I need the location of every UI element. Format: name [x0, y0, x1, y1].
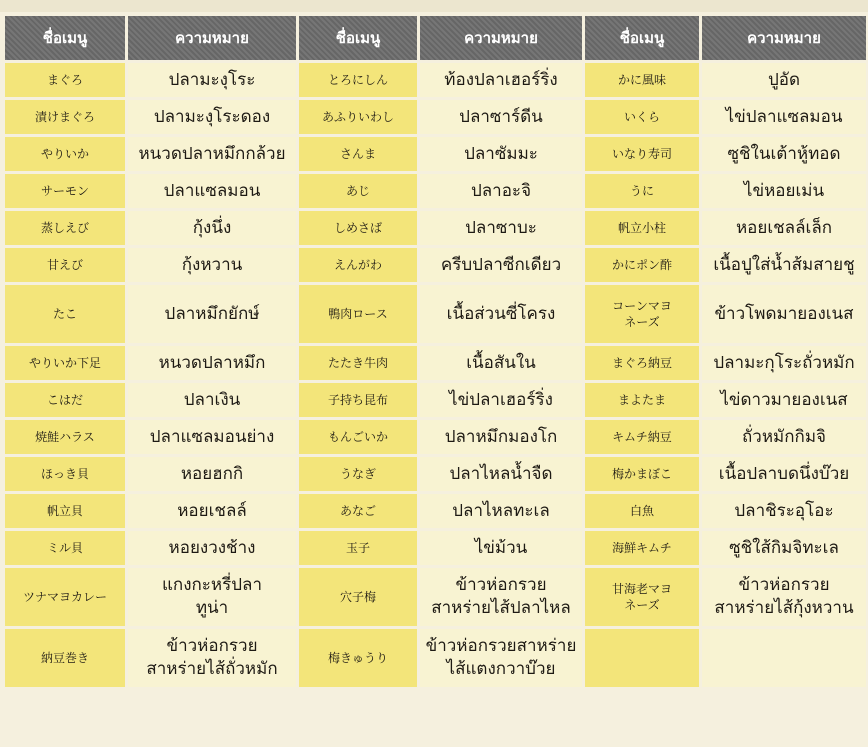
cell-text-line: ปลาซาร์ดีน	[459, 106, 543, 127]
cell-text-line: ทูน่า	[195, 598, 229, 618]
meaning-cell	[702, 248, 866, 282]
meaning-cell	[420, 137, 582, 171]
cell-text-line: 甘えび	[46, 257, 83, 272]
cell-text-line: キムチ納豆	[612, 429, 672, 444]
cell-text-line: ツナマヨカレー	[22, 589, 107, 604]
header-row	[5, 16, 866, 60]
meaning-cell	[420, 100, 582, 134]
cell-text-line: うなぎ	[339, 466, 376, 481]
cell-text-line: ミル貝	[46, 540, 83, 555]
cell-text-line: 梅かまぼこ	[611, 466, 672, 481]
menu-name-cell	[585, 531, 699, 565]
menu-name-cell	[299, 457, 417, 491]
table-row	[5, 457, 866, 491]
cell-text-line: แกงกะหรี่ปลา	[161, 575, 263, 596]
meaning-cell	[702, 137, 866, 171]
column-header-menu-name: ชื่อเมนู	[299, 16, 417, 60]
cell-text-line: ไส้แตงกวาบ๊วย	[446, 659, 556, 679]
column-header-menu-name: ชื่อเมนู	[5, 16, 125, 60]
cell-text-line: たこ	[52, 306, 77, 321]
sushi-menu-table	[2, 13, 868, 690]
cell-text-line: ปลาแซลมอนย่าง	[149, 426, 275, 447]
table-row	[5, 494, 866, 528]
menu-name-cell	[585, 568, 699, 626]
menu-name-cell	[5, 629, 125, 687]
cell-text-line: いくら	[623, 109, 660, 124]
table-row	[5, 100, 866, 134]
menu-name-cell	[5, 494, 125, 528]
cell-text-line: กุ้งหวาน	[181, 254, 243, 275]
menu-name-cell	[5, 174, 125, 208]
cell-text-line: ครีบปลาซีกเดียว	[440, 254, 562, 275]
cell-text-line: 焼鮭ハラス	[35, 429, 95, 444]
cell-text-line: เนื้อสันใน	[466, 352, 536, 373]
cell-text-line: ข้าวห่อกรวยสาหร่าย	[425, 636, 577, 657]
cell-text-line: เนื้อปลาบดนึ่งบ๊วย	[718, 463, 850, 484]
menu-name-cell	[585, 629, 699, 687]
menu-name-cell	[585, 211, 699, 245]
cell-text-line: 白魚	[629, 503, 654, 518]
meaning-cell	[128, 568, 296, 626]
cell-text-line: 納豆巻き	[40, 650, 89, 665]
menu-name-cell	[585, 346, 699, 380]
menu-name-cell	[299, 494, 417, 528]
cell-text-line: 鴨肉ロース	[328, 306, 388, 321]
menu-name-cell	[585, 285, 699, 343]
menu-name-cell	[585, 457, 699, 491]
cell-text-line: ปลาไหลทะเล	[452, 500, 550, 521]
menu-name-cell	[585, 383, 699, 417]
table-row	[5, 383, 866, 417]
meaning-cell	[128, 629, 296, 687]
meaning-cell	[420, 174, 582, 208]
menu-name-cell	[299, 629, 417, 687]
table-row	[5, 346, 866, 380]
cell-text-line: やりいか下足	[28, 355, 101, 370]
meaning-cell	[128, 248, 296, 282]
meaning-cell	[128, 420, 296, 454]
cell-text-line: ข้าวห่อกรวย	[166, 636, 258, 657]
cell-text-line: ปลามะงุโระ	[168, 69, 256, 90]
cell-text-line: しめさば	[333, 220, 382, 235]
menu-name-cell	[5, 457, 125, 491]
cell-text-line: ไข่ม้วน	[474, 537, 528, 558]
menu-name-cell	[5, 63, 125, 97]
meaning-cell	[128, 285, 296, 343]
cell-text-line: ไข่ปลาแซลมอน	[725, 106, 843, 127]
cell-text-line: ปลาเงิน	[183, 389, 241, 410]
cell-text-line: あふりいわし	[321, 109, 394, 124]
meaning-cell	[702, 285, 866, 343]
column-header-meaning: ความหมาย	[128, 16, 296, 60]
menu-name-cell	[299, 174, 417, 208]
meaning-cell	[702, 63, 866, 97]
cell-text-line: 梅きゅうり	[327, 650, 388, 665]
menu-name-cell	[299, 137, 417, 171]
cell-text-line: かに風味	[617, 72, 666, 87]
meaning-cell	[420, 531, 582, 565]
cell-text-line: ネーズ	[624, 598, 660, 612]
cell-text-line: あじ	[345, 183, 370, 198]
menu-name-cell	[299, 100, 417, 134]
cell-text-line: もんごいか	[327, 429, 388, 444]
cell-text-line: ปูอัด	[767, 69, 801, 90]
menu-name-cell	[299, 63, 417, 97]
meaning-cell	[420, 420, 582, 454]
table-row	[5, 629, 866, 687]
cell-text-line: ปลาซาบะ	[465, 217, 537, 238]
cell-text-line: ปลาหมึกยักษ์	[164, 303, 260, 324]
cell-text-line: เนื้อปูใส่น้ำส้มสายชู	[713, 254, 855, 275]
cell-text-line: やりいか	[40, 146, 89, 161]
meaning-cell	[420, 346, 582, 380]
page-top-edge	[0, 0, 868, 12]
cell-text-line: สาหร่ายไส้ถั่วหมัก	[146, 659, 278, 679]
meaning-cell	[128, 383, 296, 417]
menu-name-cell	[5, 420, 125, 454]
meaning-cell	[128, 346, 296, 380]
cell-text-line: とろにしん	[327, 72, 388, 87]
menu-name-cell	[5, 568, 125, 626]
cell-text-line: いなり寿司	[611, 146, 672, 161]
menu-name-cell	[299, 285, 417, 343]
meaning-cell	[702, 100, 866, 134]
cell-text-line: หอยเชลล์	[177, 500, 247, 521]
meaning-cell	[128, 457, 296, 491]
cell-text-line: ข้าวโพดมายองเนส	[714, 303, 854, 324]
cell-text-line: 海鮮キムチ	[612, 540, 672, 555]
meaning-cell	[128, 63, 296, 97]
cell-text-line: あなご	[339, 503, 376, 518]
cell-text-line: ไข่หอยเม่น	[743, 180, 825, 201]
cell-text-line: ปลามะกุโระถั่วหมัก	[713, 352, 855, 373]
menu-name-cell	[5, 531, 125, 565]
cell-text-line: コーンマヨ	[612, 298, 672, 313]
cell-text-line: หนวดปลาหมึกกล้วย	[138, 143, 286, 164]
table-row	[5, 137, 866, 171]
table-row	[5, 531, 866, 565]
cell-text-line: ไข่ดาวมายองเนส	[720, 389, 848, 410]
menu-name-cell	[585, 248, 699, 282]
cell-text-line: หอยงวงช้าง	[168, 537, 256, 558]
meaning-cell	[420, 494, 582, 528]
cell-text-line: ถั่วหมักกิมจิ	[741, 426, 826, 447]
cell-text-line: 甘海老マヨ	[611, 581, 672, 596]
menu-name-cell	[5, 211, 125, 245]
cell-text-line: まぐろ	[46, 72, 83, 87]
cell-text-line: สาหร่ายไส้กุ้งหวาน	[714, 598, 854, 618]
menu-name-cell	[585, 137, 699, 171]
cell-text-line: หอยฮกกิ	[180, 463, 244, 484]
meaning-cell	[702, 346, 866, 380]
meaning-cell	[420, 248, 582, 282]
cell-text-line: こはだ	[46, 392, 83, 407]
menu-name-cell	[585, 420, 699, 454]
cell-text-line: เนื้อส่วนซี่โครง	[446, 303, 556, 324]
cell-text-line: หนวดปลาหมึก	[158, 352, 266, 373]
table-row	[5, 285, 866, 343]
cell-text-line: えんがわ	[333, 257, 382, 272]
menu-name-cell	[5, 100, 125, 134]
cell-text-line: 帆立貝	[46, 503, 83, 518]
meaning-cell	[420, 568, 582, 626]
cell-text-line: ท้องปลาเฮอร์ริ่ง	[444, 69, 558, 90]
table-row	[5, 63, 866, 97]
menu-name-cell	[585, 100, 699, 134]
table-row	[5, 568, 866, 626]
cell-text-line: ปลาอะจิ	[470, 180, 532, 201]
meaning-cell	[702, 494, 866, 528]
table-body	[5, 63, 866, 687]
cell-text-line: 穴子梅	[339, 589, 376, 604]
table-row	[5, 211, 866, 245]
menu-name-cell	[5, 346, 125, 380]
meaning-cell	[420, 629, 582, 687]
cell-text-line: ほっき貝	[40, 466, 89, 481]
column-header-menu-name: ชื่อเมนู	[585, 16, 699, 60]
meaning-cell	[702, 174, 866, 208]
meaning-cell	[420, 457, 582, 491]
meaning-cell	[702, 457, 866, 491]
cell-text-line: かにポン酢	[611, 257, 672, 272]
cell-text-line: ไข่ปลาเฮอร์ริ่ง	[449, 389, 553, 410]
cell-text-line: หอยเชลล์เล็ก	[735, 217, 833, 238]
table-row	[5, 420, 866, 454]
meaning-cell	[128, 211, 296, 245]
cell-text-line: 蒸しえび	[40, 220, 89, 235]
meaning-cell	[702, 531, 866, 565]
table-row	[5, 174, 866, 208]
menu-name-cell	[5, 137, 125, 171]
cell-text-line: 子持ち昆布	[327, 392, 388, 407]
cell-text-line: まよたま	[617, 392, 666, 407]
table-row	[5, 248, 866, 282]
meaning-cell	[702, 383, 866, 417]
cell-text-line: 漬けまぐろ	[34, 109, 95, 124]
menu-name-cell	[299, 211, 417, 245]
menu-name-cell	[5, 285, 125, 343]
menu-name-cell	[5, 248, 125, 282]
cell-text-line: ข้าวห่อกรวย	[738, 575, 830, 596]
cell-text-line: ปลาชิระอุโอะ	[734, 500, 834, 521]
cell-text-line: 玉子	[345, 540, 370, 555]
meaning-cell	[420, 383, 582, 417]
cell-text-line: ปลาหมึกมองโก	[444, 426, 558, 447]
menu-name-cell	[299, 531, 417, 565]
cell-text-line: うに	[629, 183, 654, 198]
menu-name-cell	[585, 494, 699, 528]
meaning-cell	[128, 137, 296, 171]
cell-text-line: まぐろ納豆	[611, 355, 672, 370]
cell-text-line: 帆立小柱	[617, 220, 666, 235]
cell-text-line: ปลาแซลมอน	[163, 180, 261, 201]
meaning-cell	[702, 629, 866, 687]
meaning-cell	[128, 100, 296, 134]
cell-text-line: ปลาซัมมะ	[464, 143, 538, 164]
menu-name-cell	[585, 63, 699, 97]
menu-name-cell	[299, 568, 417, 626]
menu-name-cell	[299, 248, 417, 282]
meaning-cell	[128, 531, 296, 565]
column-header-meaning: ความหมาย	[702, 16, 866, 60]
meaning-cell	[128, 174, 296, 208]
cell-text-line: ネーズ	[624, 315, 660, 329]
cell-text-line: ข้าวห่อกรวย	[455, 575, 547, 596]
cell-text-line: さんま	[339, 146, 376, 161]
menu-name-cell	[585, 174, 699, 208]
menu-name-cell	[299, 346, 417, 380]
meaning-cell	[420, 211, 582, 245]
menu-name-cell	[299, 420, 417, 454]
cell-text-line: ปลาไหลน้ำจืด	[449, 463, 553, 484]
meaning-cell	[420, 285, 582, 343]
cell-text-line: สาหร่ายไส้ปลาไหล	[431, 598, 571, 618]
meaning-cell	[702, 211, 866, 245]
cell-text-line: ซูชิใส้กิมจิทะเล	[729, 537, 839, 558]
cell-text-line: ปลามะงุโระดอง	[153, 106, 271, 127]
meaning-cell	[702, 420, 866, 454]
cell-text-line: サーモン	[40, 183, 89, 198]
cell-text-line: กุ้งนึ่ง	[192, 217, 232, 238]
menu-name-cell	[5, 383, 125, 417]
cell-text-line: ซูชิในเต้าหู้ทอด	[727, 143, 841, 164]
column-header-meaning: ความหมาย	[420, 16, 582, 60]
meaning-cell	[128, 494, 296, 528]
meaning-cell	[420, 63, 582, 97]
meaning-cell	[702, 568, 866, 626]
cell-text-line: たたき牛肉	[327, 355, 388, 370]
menu-name-cell	[299, 383, 417, 417]
